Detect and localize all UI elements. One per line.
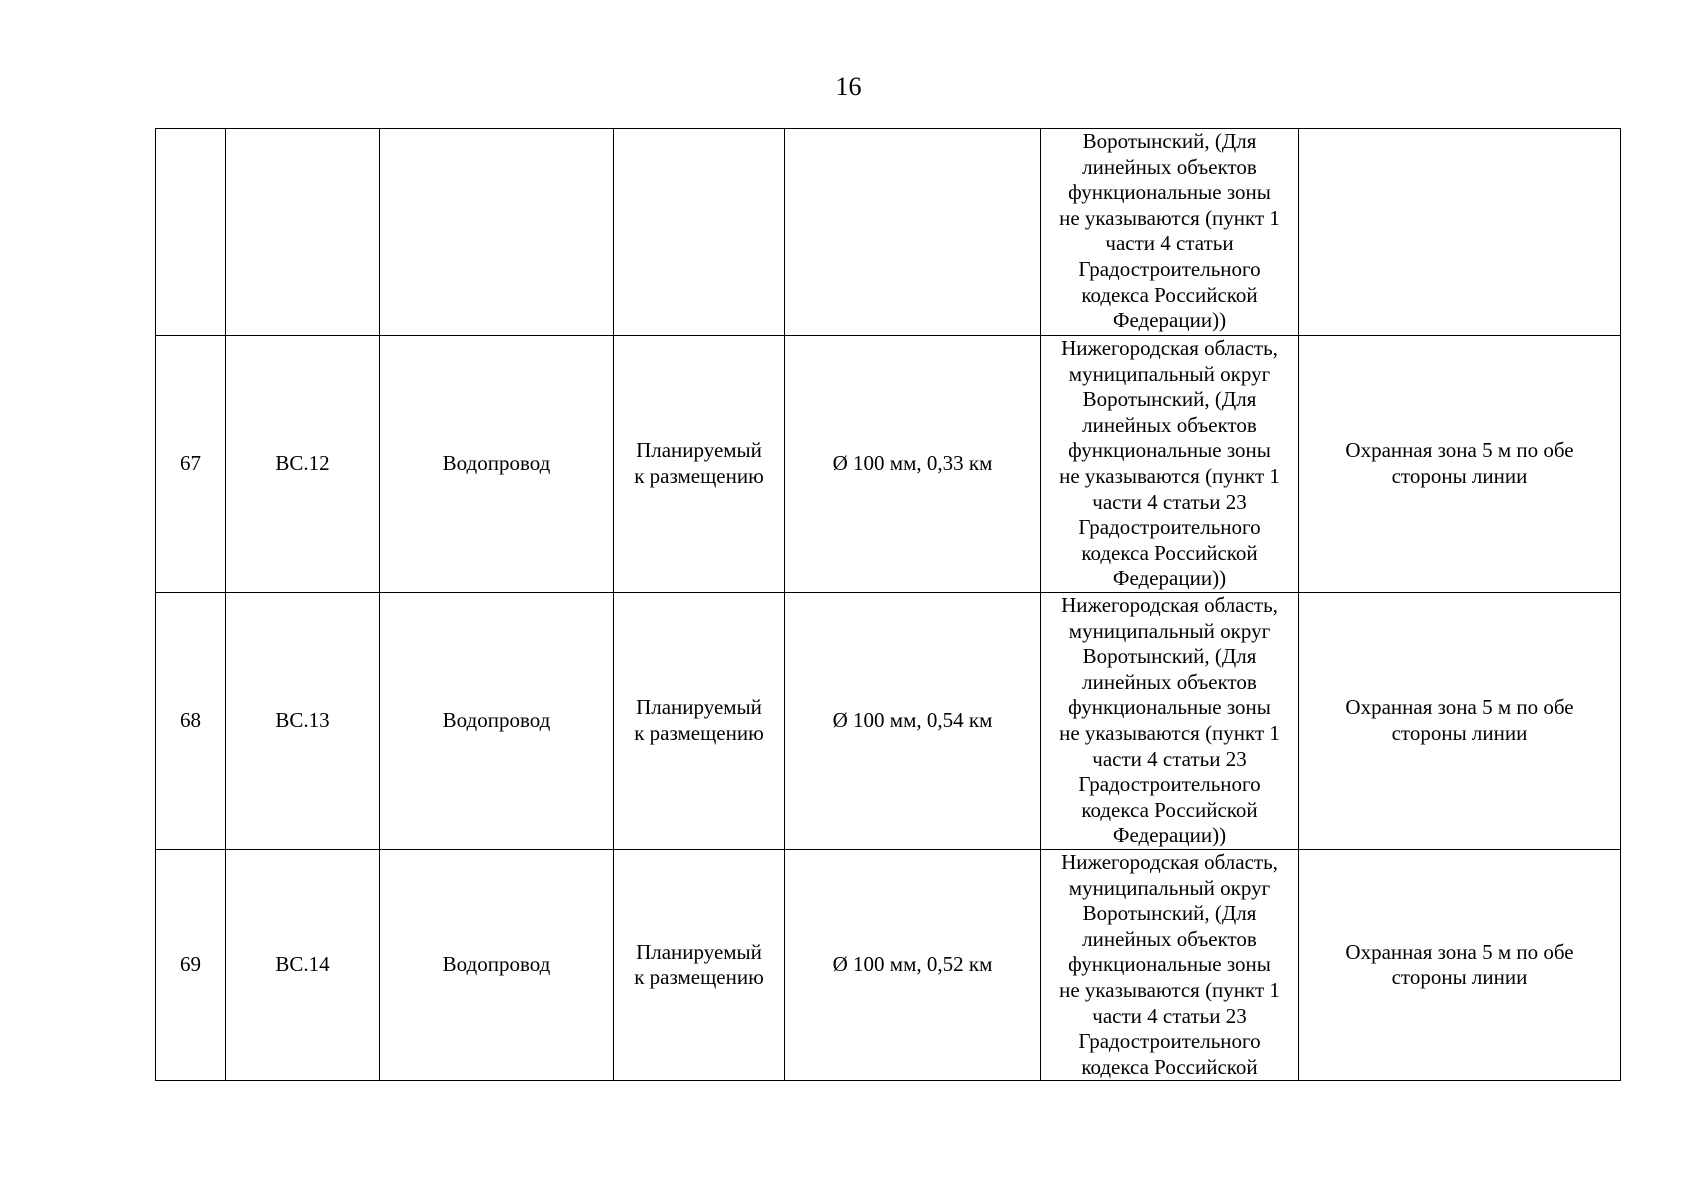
cell-zone: Охранная зона 5 м по обе стороны линии: [1299, 336, 1621, 593]
table-row: [156, 593, 1621, 850]
cell-location: Воротынский, (Для линейных объектов функциональные зоны не указываются (пункт 1 части 4 статьи Градостроительного кодекса Российской Федерации)): [1041, 129, 1299, 336]
cell-parameters: Ø 100 мм, 0,33 км: [785, 336, 1041, 593]
cell-code: [226, 129, 380, 336]
cell-name: Водопровод: [380, 593, 614, 850]
table-row: [156, 129, 1621, 336]
cell-name: Водопровод: [380, 850, 614, 1081]
cell-zone: Охранная зона 5 м по обе стороны линии: [1299, 850, 1621, 1081]
cell-code: ВС.12: [226, 336, 380, 593]
cell-status: Планируемый к размещению: [614, 593, 785, 850]
cell-number: 68: [156, 593, 226, 850]
cell-status: Планируемый к размещению: [614, 850, 785, 1081]
table-row: [156, 336, 1621, 593]
table-row: [156, 850, 1621, 1081]
cell-parameters: [785, 129, 1041, 336]
cell-number: [156, 129, 226, 336]
cell-number: 67: [156, 336, 226, 593]
cell-zone: Охранная зона 5 м по обе стороны линии: [1299, 593, 1621, 850]
page-number: 16: [835, 72, 862, 101]
cell-location: Нижегородская область, муниципальный округ Воротынский, (Для линейных объектов функциональные зоны не указываются (пункт 1 части 4 статьи 23 Градостроительного кодекса Российской Федерации)): [1041, 593, 1299, 850]
cell-name: Водопровод: [380, 336, 614, 593]
cell-number: 69: [156, 850, 226, 1081]
cell-zone: [1299, 129, 1621, 336]
cell-location: Нижегородская область, муниципальный округ Воротынский, (Для линейных объектов функциональные зоны не указываются (пункт 1 части 4 статьи 23 Градостроительного кодекса Российской Федерации)): [1041, 336, 1299, 593]
cell-code: ВС.14: [226, 850, 380, 1081]
cell-status: Планируемый к размещению: [614, 336, 785, 593]
cell-location: Нижегородская область, муниципальный округ Воротынский, (Для линейных объектов функциональные зоны не указываются (пункт 1 части 4 статьи 23 Градостроительного кодекса Российской: [1041, 850, 1299, 1081]
cell-name: [380, 129, 614, 336]
objects-table: [155, 128, 1621, 1081]
cell-status: [614, 129, 785, 336]
cell-parameters: Ø 100 мм, 0,54 км: [785, 593, 1041, 850]
cell-parameters: Ø 100 мм, 0,52 км: [785, 850, 1041, 1081]
cell-code: ВС.13: [226, 593, 380, 850]
